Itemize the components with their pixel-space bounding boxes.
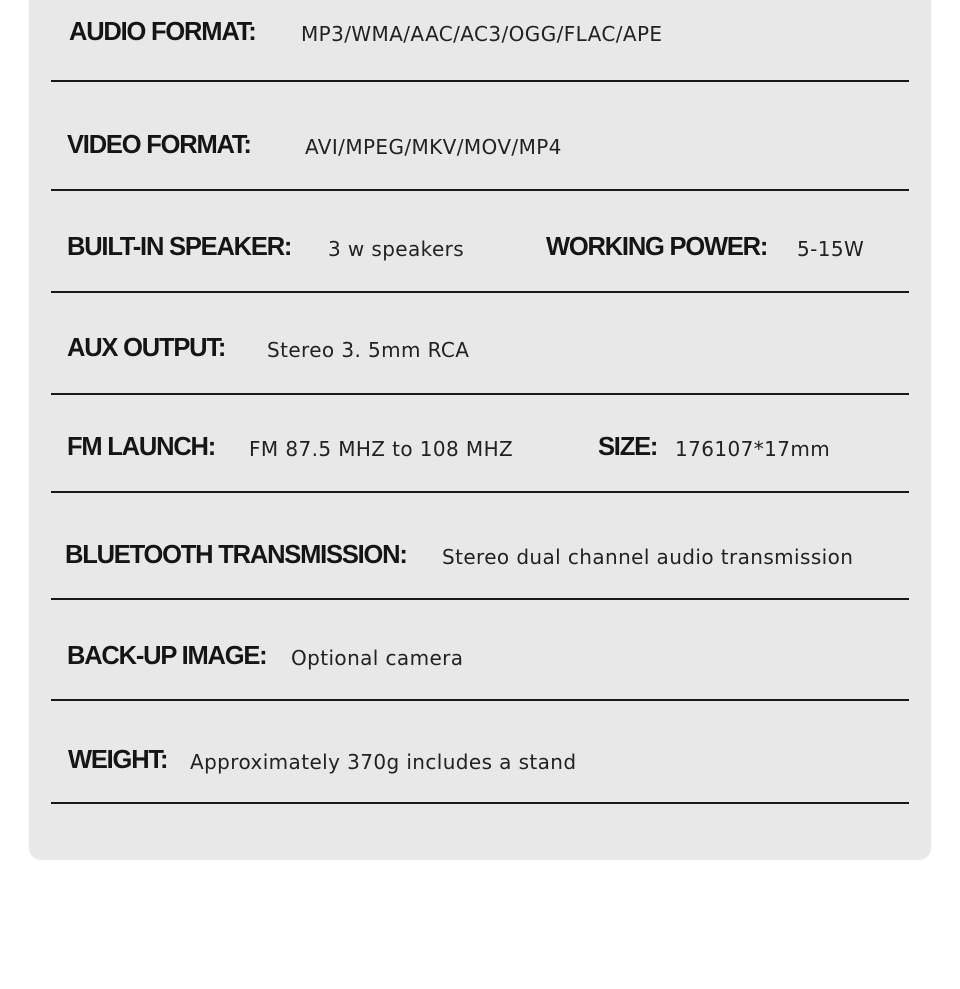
divider — [51, 699, 909, 701]
spec-label: AUX OUTPUT: — [67, 334, 226, 362]
spec-label: SIZE: — [598, 433, 658, 461]
spec-value: Optional camera — [291, 646, 464, 670]
spec-row-audio-format — [0, 12, 960, 52]
divider — [51, 598, 909, 600]
spec-label: AUDIO FORMAT: — [69, 18, 256, 46]
spec-value: 176107*17mm — [675, 437, 831, 461]
divider — [51, 393, 909, 395]
spec-value: MP3/WMA/AAC/AC3/OGG/FLAC/APE — [301, 22, 663, 46]
spec-label: BUILT-IN SPEAKER: — [67, 233, 292, 261]
divider — [51, 291, 909, 293]
spec-row-fm-size — [0, 427, 960, 467]
divider — [51, 802, 909, 804]
spec-row-backup-image — [0, 636, 960, 676]
spec-value: Approximately 370g includes a stand — [190, 750, 577, 774]
spec-label: WORKING POWER: — [546, 233, 768, 261]
spec-value: FM 87.5 MHZ to 108 MHZ — [249, 437, 514, 461]
spec-label: FM LAUNCH: — [67, 433, 216, 461]
spec-row-video-format — [0, 125, 960, 165]
spec-label: BACK-UP IMAGE: — [67, 642, 267, 670]
spec-label: WEIGHT: — [68, 746, 168, 774]
divider — [51, 80, 909, 82]
spec-value: 5-15W — [797, 237, 865, 261]
spec-value: Stereo dual channel audio transmission — [442, 545, 854, 569]
spec-value: Stereo 3. 5mm RCA — [267, 338, 470, 362]
spec-row-bluetooth — [0, 535, 960, 575]
spec-label: VIDEO FORMAT: — [67, 131, 251, 159]
spec-value: AVI/MPEG/MKV/MOV/MP4 — [305, 135, 562, 159]
divider — [51, 491, 909, 493]
spec-label: BLUETOOTH TRANSMISSION: — [65, 541, 407, 569]
spec-row-weight — [0, 740, 960, 780]
divider — [51, 189, 909, 191]
spec-value: 3 w speakers — [328, 237, 465, 261]
spec-row-speaker-power — [0, 227, 960, 267]
spec-row-aux-output — [0, 328, 960, 368]
